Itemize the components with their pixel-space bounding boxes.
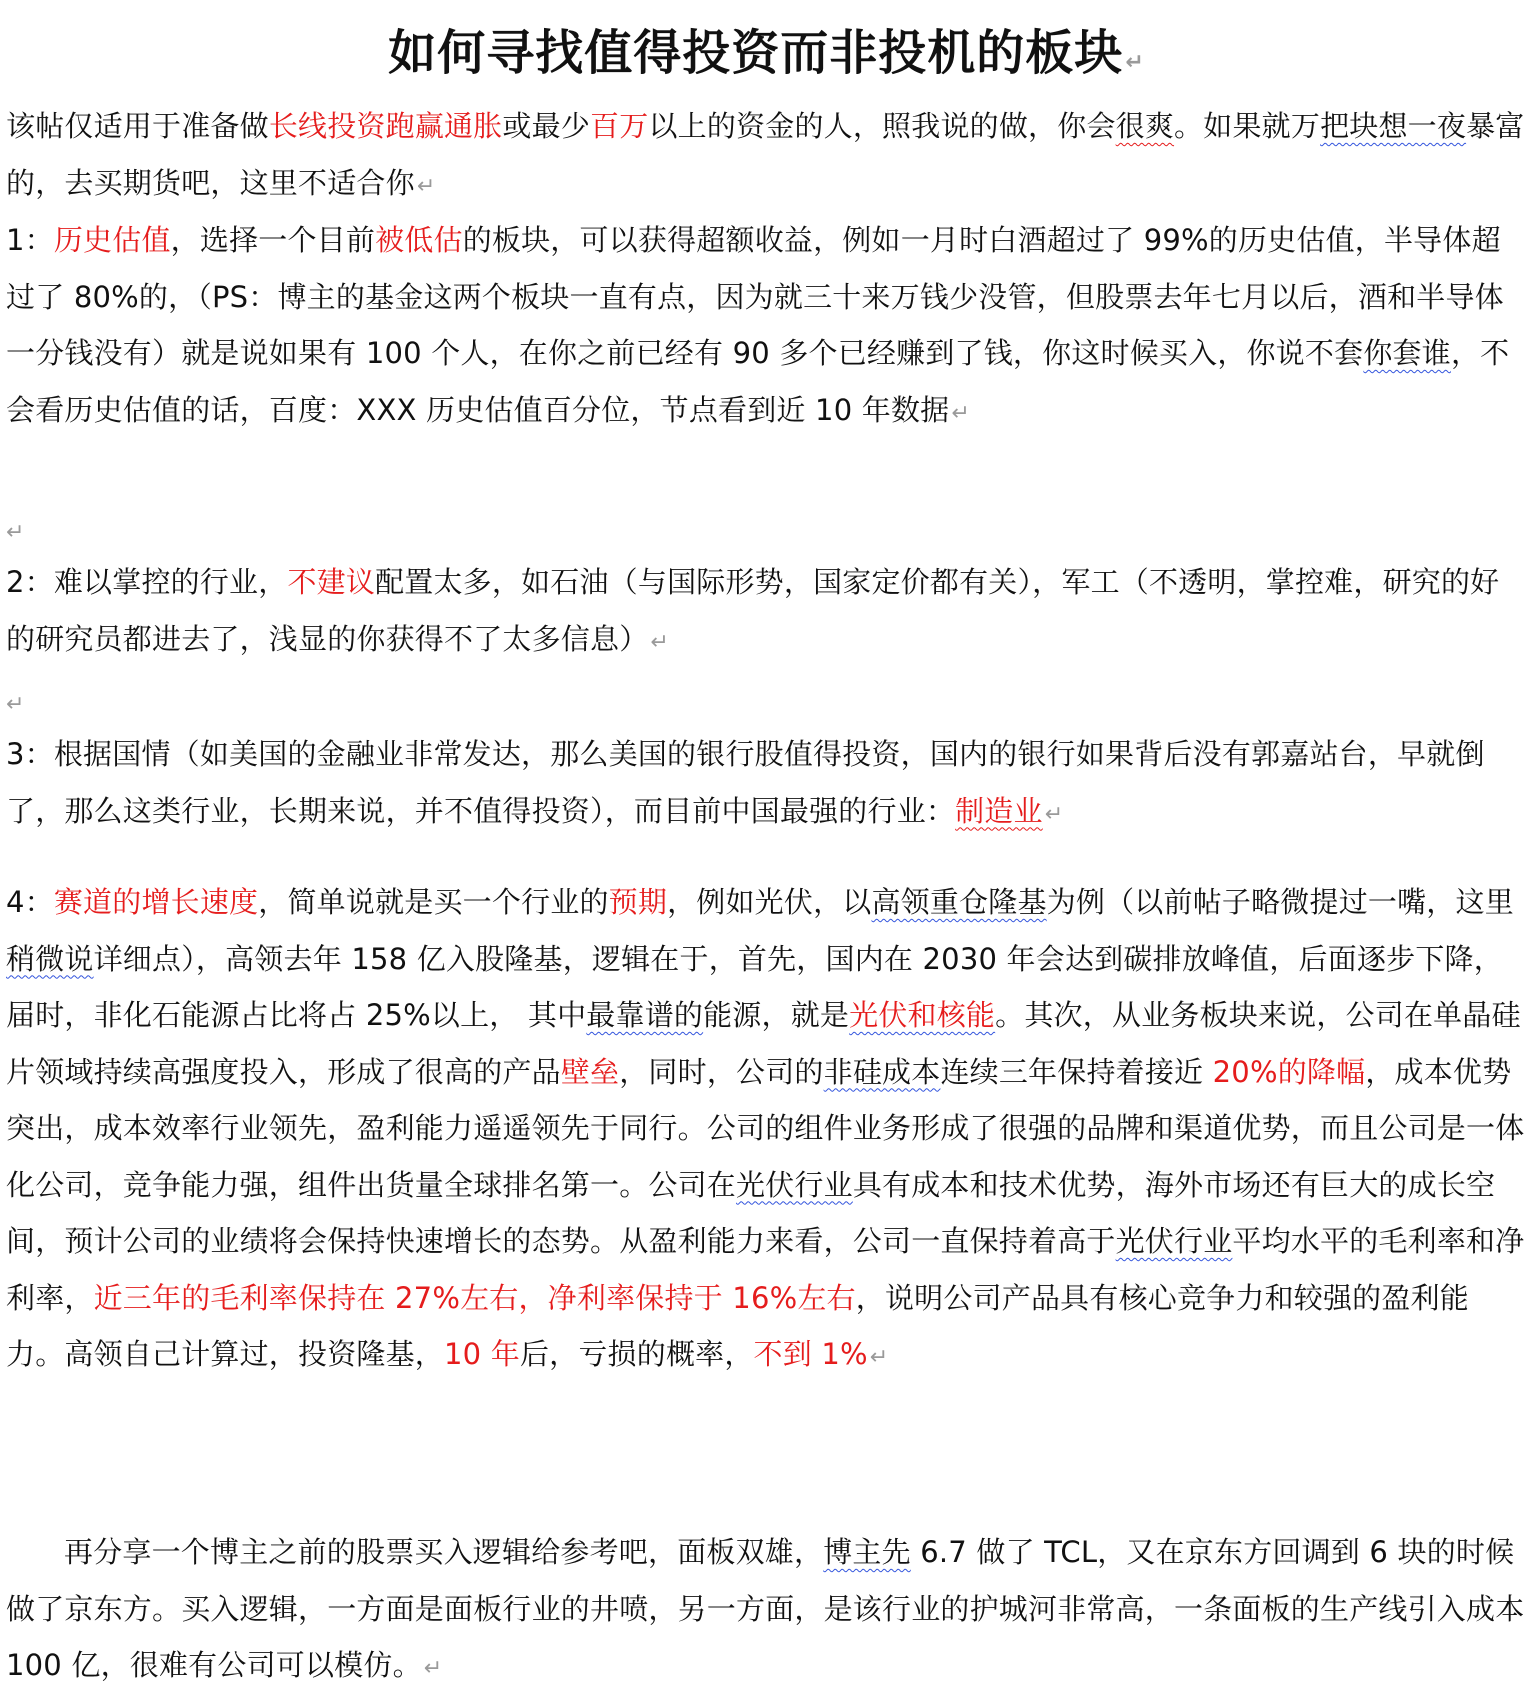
text-run: 能源，就是 bbox=[703, 998, 850, 1032]
paragraph-mark-icon: ↵ bbox=[869, 1345, 889, 1370]
highlight-million: 百万 bbox=[590, 109, 649, 143]
text-run: 再分享一个博主之前的股票买入逻辑给参考吧，面板双雄， bbox=[64, 1535, 824, 1569]
text-run: 后，亏损的概率， bbox=[519, 1337, 754, 1371]
text-run: 为例（以前帖子略微提过一嘴，这里 bbox=[1046, 885, 1514, 919]
grammar-underline: 光伏行业 bbox=[736, 1167, 853, 1202]
text-run: 连续三年保持着接近 bbox=[940, 1054, 1213, 1089]
highlight-margins: 近三年的毛利率保持在 27%左右，净利率保持于 16%左右 bbox=[93, 1280, 856, 1315]
spellcheck-underline: 很爽 bbox=[1115, 109, 1175, 143]
paragraph-mark-icon: ↵ bbox=[1044, 801, 1064, 827]
text-run: 3：根据国情（如美国的金融业非常发达，那么美国的银行股值得投资，国内的银行如果背后没有郭嘉站台，早就倒了，那么这类行业，长期来说，并不值得投资），而目前中国最强的行业： bbox=[6, 737, 1485, 828]
text-run: 6.7 做了 TCL，又在京东方回调到 6 块的时候做了京东方。买入逻辑，一方面是面板行业的井喷，另一方面，是该行业的护城河非常高，一条面板的生产线引入成本 100 亿，很难有公司可以模仿。 bbox=[6, 1535, 1525, 1682]
highlight-not-recommended: 不建议 bbox=[287, 565, 376, 599]
text-run: ，不会看历史估值的话，百度：XXX 历史估值百分位，节点看到近 10 年数据 bbox=[6, 336, 1510, 427]
grammar-underline: 光伏行业 bbox=[1115, 1224, 1233, 1258]
highlight-10-years: 10 年 bbox=[444, 1337, 520, 1371]
grammar-underline: 最靠谱的 bbox=[586, 998, 704, 1032]
empty-paragraph-mark-icon: ↵ bbox=[6, 692, 25, 717]
text-run: 平均水平的毛利率和净利率， bbox=[6, 1224, 1525, 1315]
grammar-underline: 高领重仓隆基 bbox=[871, 885, 1047, 919]
highlight-barrier: 壁垒 bbox=[560, 1054, 620, 1089]
text-run: 。如果就万 bbox=[1174, 109, 1321, 143]
text-run: 4： bbox=[6, 885, 54, 919]
point-4-paragraph[interactable] bbox=[6, 874, 1526, 1387]
text-run: ，同时，公司的 bbox=[619, 1054, 824, 1089]
grammar-underline: 非硅成本 bbox=[823, 1054, 941, 1089]
paragraph-mark-icon: ↵ bbox=[416, 173, 436, 199]
document-title bbox=[0, 18, 1533, 98]
text-run: 以上的资金的人，照我说的做，你会 bbox=[648, 109, 1116, 143]
highlight-growth-speed: 赛道的增长速度 bbox=[53, 885, 259, 919]
empty-paragraph-mark-icon: ↵ bbox=[6, 520, 25, 545]
text-run: 暴富的，去买期货吧，这里不适合你 bbox=[6, 109, 1525, 200]
highlight-long-term: 长线投资跑赢通胀 bbox=[268, 109, 503, 143]
text-run: 配置太多，如石油（与国际形势，国家定价都有关），军工（不透明，掌控难，研究的好的研究员都进去了，浅显的你获得不了太多信息） bbox=[6, 565, 1500, 656]
text-run: 该帖仅适用于准备做 bbox=[6, 109, 269, 143]
text-run: ，成本优势突出，成本效率行业领先，盈利能力遥遥领先于同行。公司的组件业务形成了很强的品牌和渠道优势，而且公司是一体化公司，竞争能力强，组件出货量全球排名第一。公司在 bbox=[6, 1054, 1525, 1202]
text-run: 2：难以掌控的行业， bbox=[6, 565, 288, 599]
paragraph-mark-icon: ↵ bbox=[951, 400, 970, 426]
paragraph-mark-icon: ↵ bbox=[650, 629, 670, 655]
text-run: 。其次，从业务板块来说，公司在单晶硅片领域持续高强度投入，形成了很高的产品 bbox=[6, 998, 1521, 1089]
text-run: 详细点），高领去年 158 亿入股隆基，逻辑在于，首先，国内在 2030 年会达到碳排放峰值，后面逐步下降，届时，非化石能源占比将占 25%以上， 其中 bbox=[6, 941, 1503, 1032]
paragraph-mark-icon: ↵ bbox=[423, 1656, 443, 1681]
highlight-historical-valuation: 历史估值 bbox=[53, 223, 171, 257]
highlight-expectation: 预期 bbox=[608, 885, 668, 919]
title-text: 如何寻找值得投资而非投机的板块 bbox=[388, 25, 1124, 81]
highlight-pv-nuclear: 光伏和核能 bbox=[849, 998, 996, 1032]
text-run: ，说明公司产品具有核心竞争力和较强的盈利能力。高领自己计算过，投资隆基， bbox=[6, 1280, 1469, 1371]
text-run: ，例如光伏，以 bbox=[667, 885, 872, 919]
highlight-under-1pct: 不到 1% bbox=[753, 1337, 868, 1371]
point-1-paragraph[interactable] bbox=[6, 212, 1526, 442]
highlight-undervalued: 被低估 bbox=[375, 223, 463, 257]
text-run: 的板块，可以获得超额收益，例如一月时白酒超过了 99%的历史估值，半导体超过了 80%的，（PS：博主的基金这两个板块一直有点，因为就三十来万钱少没管，但股票去年七月以后，酒和半导体一分钱没有）就是说如果有 100 个人，在你之前已经有 90 多个已经赚到了钱，你这时候买入，你说不套 bbox=[6, 223, 1504, 370]
point-3-paragraph[interactable] bbox=[6, 726, 1526, 843]
grammar-underline: 稍微说 bbox=[6, 941, 94, 976]
grammar-underline: 把块想一夜 bbox=[1320, 109, 1467, 143]
intro-paragraph[interactable] bbox=[6, 98, 1526, 215]
text-run: 1： bbox=[6, 223, 54, 257]
grammar-underline: 你套谁 bbox=[1363, 336, 1451, 370]
text-run: ，简单说就是买一个行业的 bbox=[258, 885, 609, 919]
highlight-manufacturing: 制造业 bbox=[955, 793, 1043, 828]
point-2-paragraph[interactable] bbox=[6, 554, 1526, 671]
highlight-20pct-decline: 20%的降幅 bbox=[1212, 1054, 1366, 1089]
text-run: ，选择一个目前 bbox=[170, 223, 376, 257]
text-run: 具有成本和技术优势，海外市场还有巨大的成长空间，预计公司的业绩将会保持快速增长的态势。从盈利能力来看，公司一直保持着高于 bbox=[6, 1167, 1496, 1258]
text-run: 或最少 bbox=[502, 109, 591, 143]
share-paragraph[interactable] bbox=[6, 1524, 1526, 1698]
grammar-underline: 博主先 bbox=[823, 1535, 911, 1569]
paragraph-mark-icon: ↵ bbox=[1125, 50, 1145, 75]
